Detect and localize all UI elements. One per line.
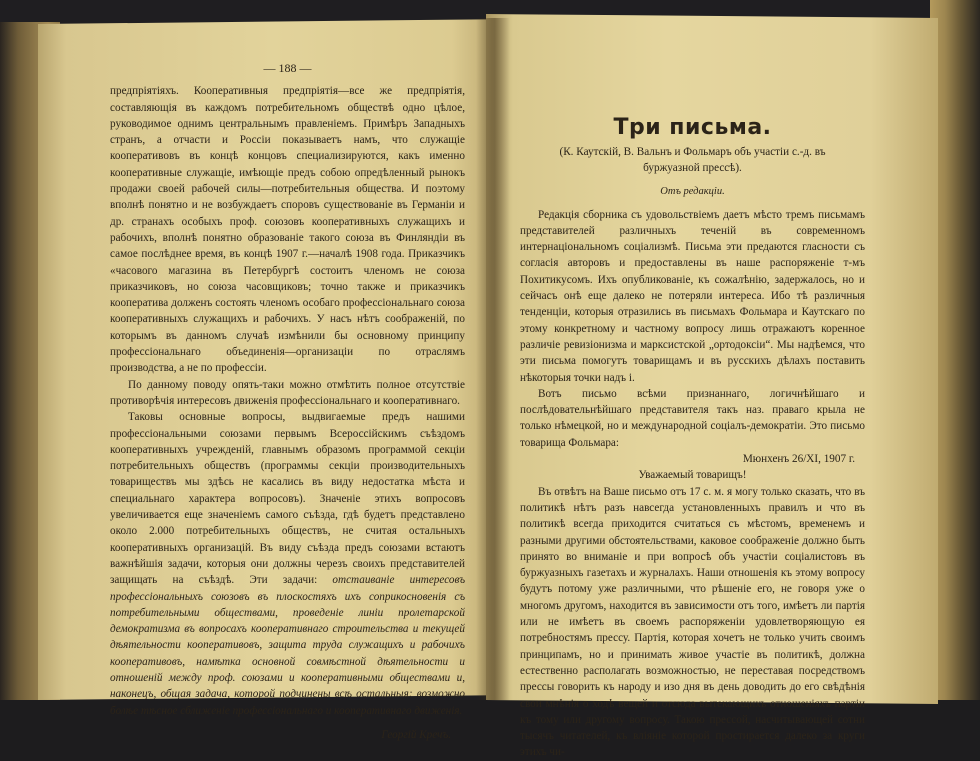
right-page-text	[520, 40, 865, 761]
page-number: — 188 —	[263, 61, 312, 75]
letter-greeting: Уважаемый товарищъ!	[638, 469, 747, 482]
author-signature: Георгій Кречъ.	[381, 728, 451, 741]
left-paragraph-3-italic: отстаиваніе интересовъ профессіональныхъ союзовъ въ плоскостяхъ ихъ соприкосновенія съ потребительными обществами, проведеніе линіи пролетарской демократизма въ вопросахъ кооперативнаго строительства и текущей дѣятельности кооперативовъ, защита труда служащихъ и рабочихъ кооперативовъ, намѣтка основной совмѣстной дѣятельности и отношеній между проф. союзами и кооперативными обществами и, наконецъ, общая задача, которой подчинены всѣ остальныя: возможно болѣе тѣсное сближеніе профессіональнаго и кооперативнаго движенія.	[110, 574, 466, 717]
left-paragraph-1: предпріятіяхъ. Кооперативныя предпріятія—все же предпріятія, составляющія въ каждомъ потребительномъ обществѣ одно цѣлое, руководимое однимъ центральнымъ правленіемъ. Примѣръ Западныхъ странъ, а отчасти и Россіи показываетъ намъ, что служащіе кооперативовъ въ концѣ концовъ специализируются, какъ именно кооперативные служащіе, имѣющіе предъ собою опредѣленный рынокъ продажи своей рабочей силы—потребительныя общества. И поэтому вполнѣ понятно и не возбуждаетъ споровъ существованіе въ Германіи и др. странахъ особыхъ проф. союзовъ кооперативныхъ служащихъ и рабочихъ, вполнѣ понятно образованіе такого союза въ Финляндіи въ самое послѣднее время, въ концѣ 1907 г.—началѣ 1908 года. Приказчикъ «часового магазина въ Петербургѣ состоитъ членомъ не союза приказчиковъ, но союза часовщиковъ; точно также и приказчикъ кооператива долженъ состоять членомъ особаго профессіональнаго союза кооперативныхъ служащихъ и рабочихъ. У насъ нѣтъ соображеній, по которымъ въ данномъ случаѣ измѣнили бы основному принципу профессіональнаго объединенія—организаціи по отраслямъ производства, а не по профессіи.	[110, 85, 465, 375]
right-paragraph-1: Редакція сборника съ удовольствіемъ даетъ мѣсто тремъ письмамъ представителей различныхъ теченій въ современномъ интернаціональномъ соціализмѣ. Письма эти предаются гласности съ согласія авторовъ и предоставлены въ наше распоряженіе т-мъ Похитикусомъ. Ихъ опубликованіе, къ сожалѣнію, задержалось, но и сейчасъ онѣ еще далеко не потеряли интереса. Ибо тѣ различныя тенденціи, которыя отразились въ письмахъ Фольмара и Каутскаго по этому конкретному и частному вопросу лишь отражаютъ коренное различіе ревизіонизма и марксистской „ортодоксіи“. Мы надѣемся, что эти письма помогутъ товарищамъ и въ русскихъ дѣлахъ поставить нѣкоторыя точки надъ і.	[520, 208, 865, 384]
article-title: Три письма.	[613, 115, 772, 140]
left-paragraph-3-text: Таковы основные вопросы, выдвигаемые предъ нашими профессіональными союзами первымъ Всероссійскимъ съѣздомъ кооперативныхъ учрежденій, главнымъ образомъ программой секціи потребительныхъ обществъ (программы секціи производительныхъ товариществъ мы здѣсь не касались въ виду недостатка мѣста и специальнаго характера вопросовъ). Значеніе этихъ вопросовъ увеличивается еще значеніемъ самого съѣзда, гдѣ будетъ представлено около 2.000 потребительныхъ обществъ, не считая остальныхъ кооперативныхъ организацій. Въ виду съѣзда предъ союзами встаютъ важнѣйшія задачи, которыя они должны черезъ своихъ представителей защищать на съѣздѣ. Эти задачи:	[110, 411, 465, 587]
letter-date: Мюнхенъ 26/XI, 1907 г.	[742, 453, 855, 466]
right-paragraph-3: Въ отвѣтъ на Ваше письмо отъ 17 с. м. я могу только сказать, что въ политикѣ нѣтъ разъ навсегда установленныхъ правилъ и что въ политикѣ всегда приходится считаться съ мѣстомъ, временемъ и разными другими обстоятельствами, каковое соображеніе должно быть принято во вниманіе и при вопросѣ объ участіи соціалистовъ въ буржуазныхъ газетахъ и журналахъ. Наши отношенія къ этому вопросу будутъ потому уже различными, что рѣшеніе его, не говоря уже о многомъ другомъ, находится въ зависимости отъ того, имѣетъ ли партія или не имѣетъ въ своемъ распоряженіи удовлетворяющую ея потребностямъ прессу. Партія, которая хочетъ не только учить своимъ принципамъ, но и принимать живое участіе въ политикѣ, должна естественно располагать возможностью, не переставая посредствомъ прессы говорить къ народу и изо дня въ день доводить до его свѣдѣнія свои мнѣнія о ходѣ вещей и отсюда вытекающихъ отношеніяхъ партіи къ тому или другому вопросу. Такою прессой, насчитывающей сотни тысячъ читателей, къ вліяніе которой простирается далеко за круги этихъ чи-	[520, 485, 865, 759]
right-paragraph-2: Вотъ письмо всѣми признаннаго, логичнѣйшаго и послѣдовательнѣйшаго представителя такъ наз. праваго крыла не только нѣмецкой, но и международной соціалъ-демократіи. Это письмо товарища Фольмара:	[520, 387, 865, 449]
book-gutter	[476, 18, 510, 700]
left-paragraph-2: По данному поводу опять-таки можно отмѣтить полное отсутствіе противорѣчія интересовъ движенія профессіональнаго и кооперативнаго.	[110, 378, 465, 407]
left-page-text	[110, 60, 465, 743]
article-subtitle: (К. Каутскій, В. Вальнъ и Фольмаръ объ участіи с.-д. въ буржуазной прессѣ).	[559, 146, 826, 175]
left-paragraph-3	[110, 409, 465, 719]
editorial-heading: Отъ редакціи.	[660, 186, 725, 198]
